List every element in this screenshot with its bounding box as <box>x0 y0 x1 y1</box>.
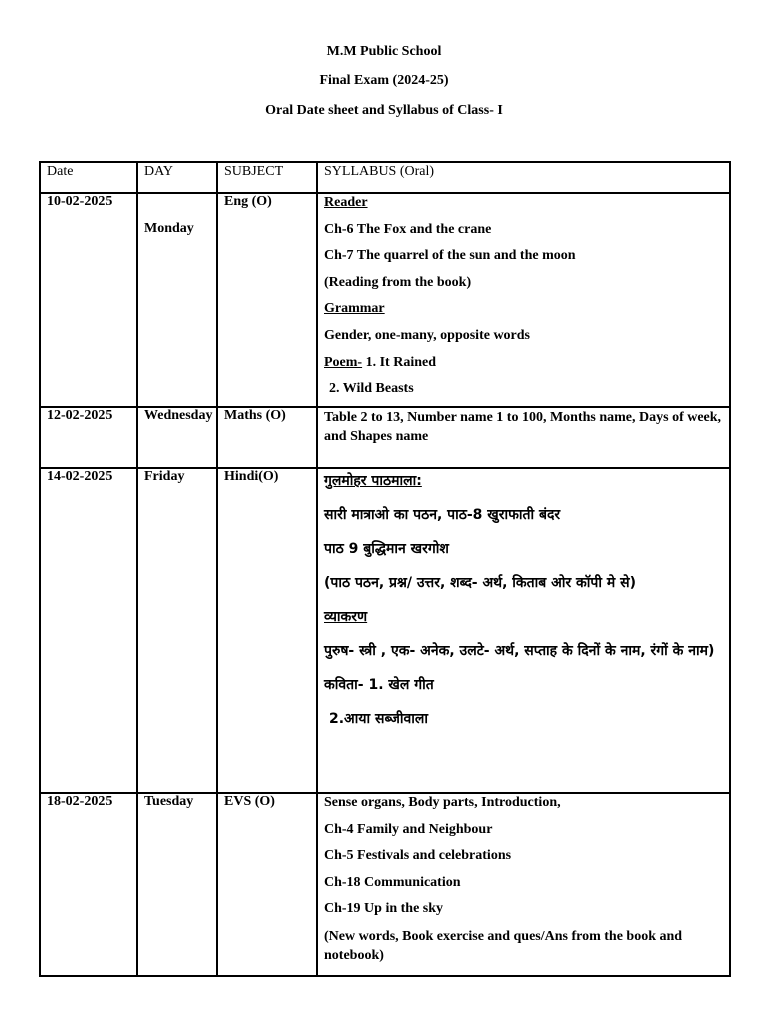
column-header-day: DAY <box>137 162 217 193</box>
syllabus-line: पाठ 9 बुद्धिमान खरगोश <box>324 541 449 557</box>
subject-cell: Maths (O) <box>217 407 317 468</box>
poem-item: कविता- 1. खेल गीत <box>324 677 434 693</box>
table-row <box>40 468 730 793</box>
exam-title: Final Exam (2024-25) <box>319 73 449 88</box>
poem-item: 2. Wild Beasts <box>329 381 414 397</box>
syllabus-cell <box>317 468 730 793</box>
poem-item: 1. It Rained <box>362 354 436 370</box>
syllabus-line: Ch-18 Communication <box>324 874 461 890</box>
column-header-date: Date <box>40 162 137 193</box>
syllabus-line: (New words, Book exercise and ques/Ans from the book and notebook) <box>324 928 683 963</box>
syllabus-cell <box>317 193 730 407</box>
day-cell: Friday <box>137 468 217 793</box>
date-cell: 18-02-2025 <box>40 793 137 976</box>
subject-cell: EVS (O) <box>217 793 317 976</box>
subject-cell: Hindi(O) <box>217 468 317 793</box>
reader-heading: Reader <box>324 195 368 210</box>
subject-cell: Eng (O) <box>217 193 317 407</box>
datesheet-title: Oral Date sheet and Syllabus of Class- I <box>265 103 503 118</box>
syllabus-line: Gender, one-many, opposite words <box>324 327 531 343</box>
syllabus-line: Sense organs, Body parts, Introduction, <box>324 795 561 810</box>
school-name: M.M Public School <box>326 44 442 59</box>
syllabus-line: Ch-19 Up in the sky <box>324 901 444 917</box>
column-header-subject: SUBJECT <box>217 162 317 193</box>
syllabus-line: (Reading from the book) <box>324 274 472 290</box>
syllabus-line: सारी मात्राओ का पठन, पाठ-8 खुराफाती बंदर <box>324 507 561 523</box>
day-cell: Wednesday <box>137 407 217 468</box>
syllabus-line: Ch-4 Family and Neighbour <box>324 821 493 837</box>
table-row <box>40 793 730 976</box>
table-header-row <box>40 162 730 193</box>
poem-heading: Poem- <box>324 354 363 370</box>
day-cell <box>137 193 217 407</box>
syllabus-cell <box>317 793 730 976</box>
book-heading: गुलमोहर पाठमाला: <box>324 473 422 489</box>
syllabus-line: पुरुष- स्त्री , एक- अनेक, उलटे- अर्थ, सप्ताह के दिनों के नाम, रंगों के नाम) <box>324 643 715 659</box>
date-cell: 10-02-2025 <box>40 193 137 407</box>
syllabus-line: Ch-7 The quarrel of the sun and the moon <box>324 248 576 264</box>
column-header-syllabus: SYLLABUS (Oral) <box>317 162 730 193</box>
syllabus-line: Ch-5 Festivals and celebrations <box>324 848 512 864</box>
syllabus-line: (पाठ पठन, प्रश्न/ उत्तर, शब्द- अर्थ, किताब ओर कॉपी मे से) <box>324 575 636 591</box>
date-cell: 12-02-2025 <box>40 407 137 468</box>
syllabus-line: Ch-6 The Fox and the crane <box>324 221 492 237</box>
day-text: Monday <box>144 221 194 236</box>
day-cell: Tuesday <box>137 793 217 976</box>
grammar-heading: Grammar <box>324 301 385 317</box>
table-row <box>40 193 730 407</box>
datesheet-table <box>39 161 731 977</box>
grammar-heading: व्याकरण <box>324 609 368 625</box>
date-cell: 14-02-2025 <box>40 468 137 793</box>
poem-item: 2.आया सब्जीवाला <box>329 711 429 727</box>
table-row <box>40 407 730 468</box>
syllabus-cell: Table 2 to 13, Number name 1 to 100, Months name, Days of week, and Shapes name <box>317 407 730 468</box>
